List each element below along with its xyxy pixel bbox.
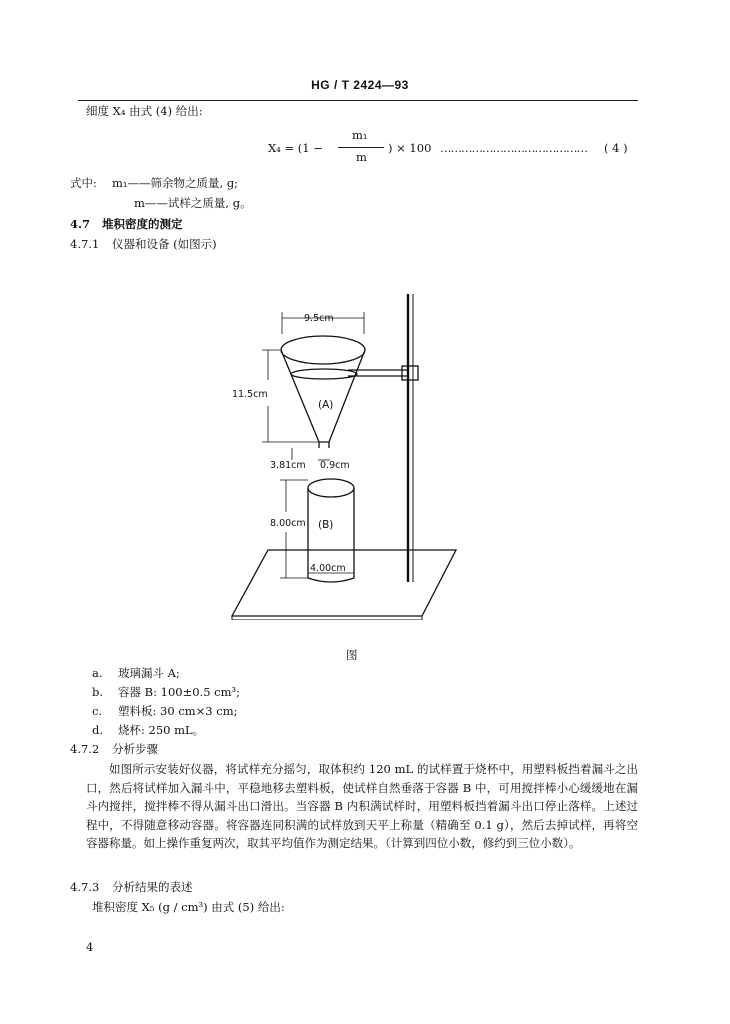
- formula-rhs: ) × 100: [388, 141, 432, 155]
- formula-numerator: m₁: [352, 128, 368, 142]
- section-4-7-3-title: 分析结果的表述: [112, 880, 193, 894]
- apparatus-figure: [230, 288, 470, 620]
- standard-code-header: HG / T 2424—93: [311, 78, 409, 92]
- where-label: 式中:: [70, 176, 97, 190]
- equipment-item-a: 玻璃漏斗 A;: [118, 666, 180, 680]
- section-4-7-1-number: 4.7.1: [70, 237, 100, 251]
- dim-funnel-height: 11.5cm: [232, 389, 268, 400]
- section-4-7-title: 堆积密度的测定: [102, 217, 183, 231]
- fineness-intro: 细度 X₄ 由式 (4) 给出:: [86, 104, 203, 118]
- label-container-b: (B): [318, 519, 334, 531]
- section-4-7-2-number: 4.7.2: [70, 742, 100, 756]
- page-number: 4: [86, 940, 94, 954]
- equipment-item-c: 塑料板: 30 cm×3 cm;: [118, 704, 238, 718]
- funnel-top: [281, 336, 365, 364]
- equipment-marker-d: d.: [92, 723, 104, 737]
- equipment-marker-c: c.: [92, 704, 103, 718]
- result-intro: 堆积密度 X₅ (g / cm³) 由式 (5) 给出:: [92, 900, 285, 914]
- base-plate: [232, 550, 456, 616]
- container-top: [308, 479, 354, 497]
- label-funnel-a: (A): [318, 399, 334, 411]
- equipment-marker-b: b.: [92, 685, 104, 699]
- equipment-marker-a: a.: [92, 666, 103, 680]
- fraction-bar: [338, 147, 384, 148]
- dim-outlet: 0.9cm: [320, 460, 350, 471]
- formula-leader: ……………………………………: [440, 141, 587, 155]
- equation-number: ( 4 ): [604, 141, 628, 155]
- fineness-formula: [268, 128, 638, 168]
- equipment-item-d: 烧杯: 250 mL。: [118, 723, 205, 737]
- header-rule: [78, 100, 638, 101]
- section-4-7-number: 4.7: [70, 217, 91, 231]
- procedure-paragraph: 如图所示安装好仪器，将试样充分摇匀，取体积约 120 mL 的试样置于烧杯中，用塑料板挡着漏斗之出口，然后将试样加入漏斗中，平稳地移去塑料板，使试样自然垂落于容器 B 中，可用搅拌棒小心缓缓地在漏斗内搅拌，搅拌棒不得从漏斗出口滑出。当容器 B 内积满试样时，用塑料板挡着漏斗出口停止落样。上述过程中，不得随意移动容器。将容器连同积满的试样放到天平上称量（精确至 0.1 g），然后去掉试样，再将空容器称量。如上操作重复两次，取其平均值作为测定结果。（计算到四位小数，修约到三位小数）。: [86, 762, 638, 850]
- formula-denominator: m: [356, 150, 367, 164]
- dim-top-width: 9.5cm: [304, 313, 334, 324]
- dim-container-width: 4.00cm: [310, 563, 346, 574]
- section-4-7-1-title: 仪器和设备 (如图示): [112, 237, 217, 251]
- dim-gap: 3.81cm: [270, 460, 306, 471]
- funnel-ring: [291, 369, 357, 379]
- section-4-7-2-title: 分析步骤: [112, 742, 158, 756]
- definition-m1: m₁——筛余物之质量, g;: [112, 176, 239, 190]
- equipment-item-b: 容器 B: 100±0.5 cm³;: [118, 685, 240, 699]
- formula-lhs: X₄ = (1 −: [268, 141, 323, 155]
- section-4-7-3-number: 4.7.3: [70, 880, 100, 894]
- clamp: [402, 366, 418, 380]
- figure-caption: 图: [346, 648, 358, 662]
- definition-m: m——试样之质量, g。: [134, 196, 252, 210]
- dim-container-height: 8.00cm: [270, 518, 306, 529]
